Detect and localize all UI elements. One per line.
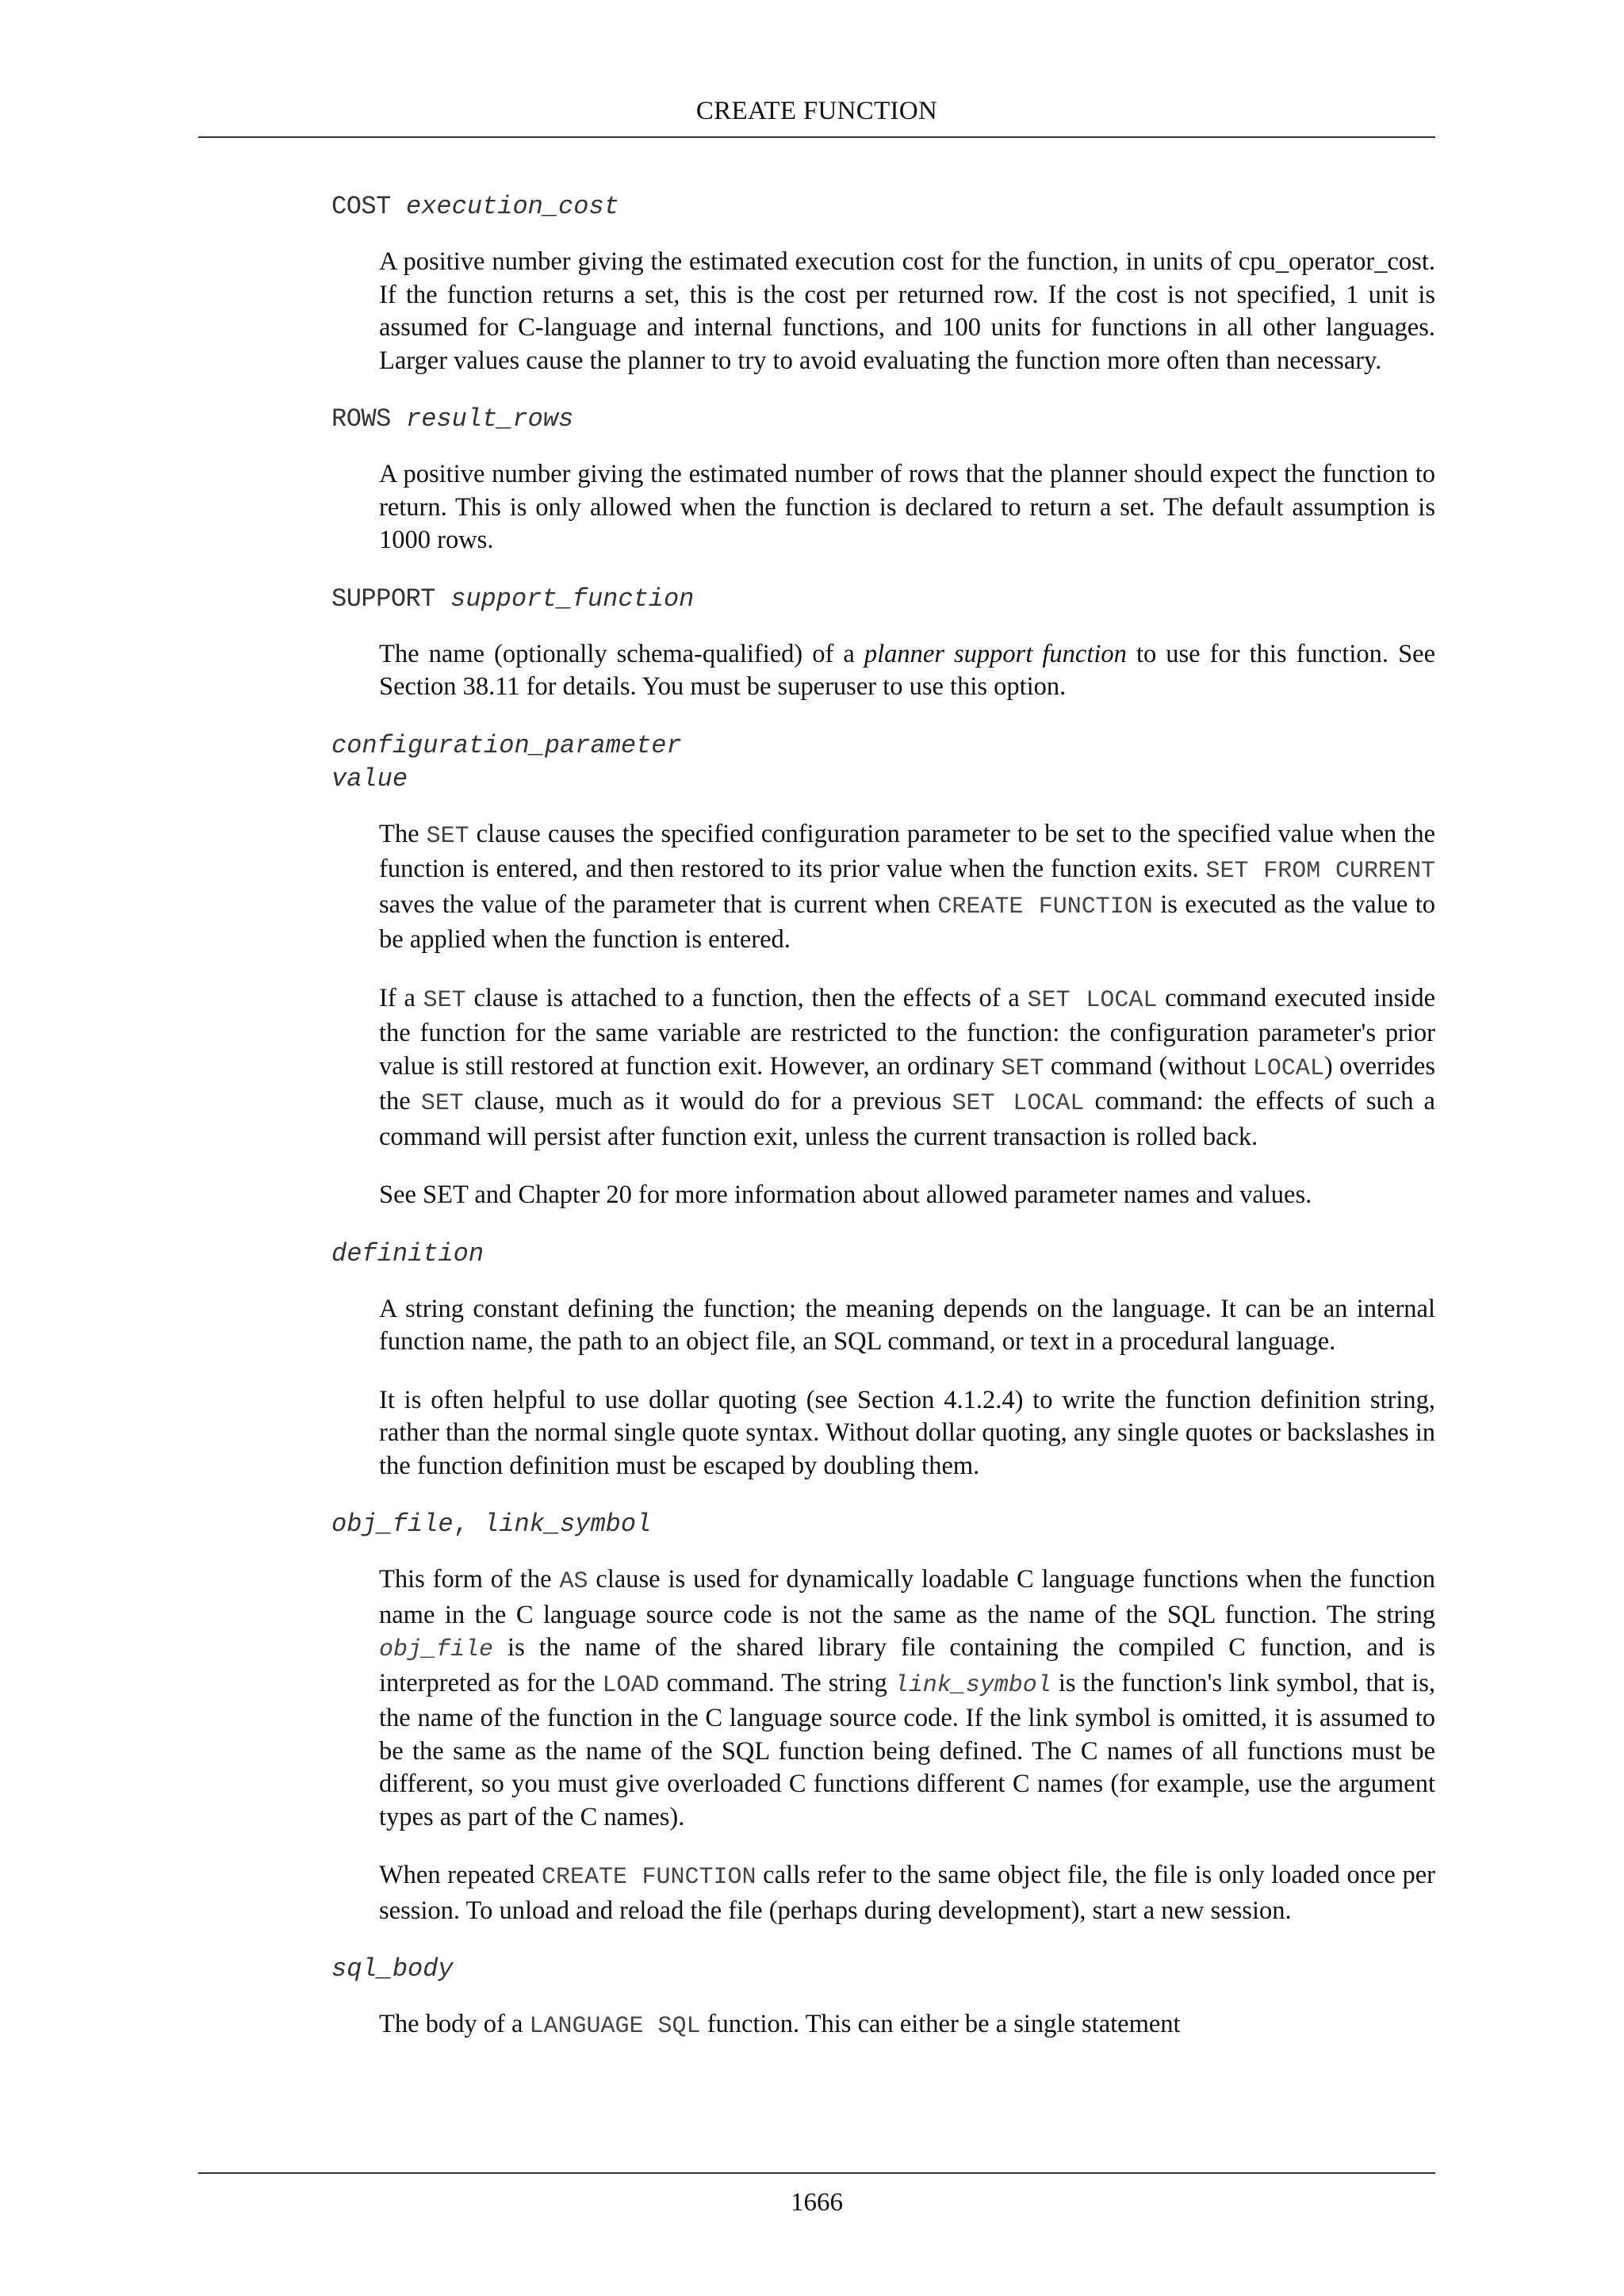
running-footer	[198, 2172, 1435, 2218]
definition-cost: A positive number giving the estimated execution cost for the function, in units of cpu_operator_cost. If the function returns a set, this is the cost per returned row. If the cost is not specified, 1 unit is assumed for C-language and internal functions, and 100 units for functions in all other languages. Larger values cause the planner to try to avoid evaluating the function more often than necessary.	[379, 247, 1435, 375]
term-param: execution_cost	[406, 192, 619, 221]
term-param: support_function	[450, 584, 695, 614]
term-param: configuration_parameter	[331, 730, 682, 760]
definition-definition-1: A string constant defining the function; the meaning depends on the language. It can be an internal function name, the path to an object file, an SQL command, or text in a procedural language.	[379, 1294, 1435, 1356]
term-definition	[331, 1238, 1435, 1271]
definition-objfile-1: This form of the AS clause is used for dynamically loadable C language functions when the function name in the C language source code is not the same as the name of the SQL function. The string obj_file is the name of the shared library file containing the compiled C function, and is interpreted as for the LOAD command. The string link_symbol is the function's link symbol, that is, the name of the function in the C language source code. If the link symbol is omitted, it is assumed to be the same as the name of the SQL function being defined. The C names of all functions must be different, so you must give overloaded C functions different C names (for example, use the argument types as part of the C names).	[379, 1565, 1436, 1831]
term-keyword: COST	[331, 192, 391, 221]
term-objfile: obj_file, link_symbol	[331, 1510, 652, 1539]
definition-config-3: See SET and Chapter 20 for more information about allowed parameter names and values.	[379, 1181, 1312, 1209]
term-keyword: SUPPORT	[331, 584, 435, 614]
term-param: result_rows	[406, 404, 574, 434]
definition-config-1: The SET clause causes the specified configuration parameter to be set to the specified value when the function is entered, and then restored to its prior value when the function exits. SET FROM CURRENT saves the value of the parameter that is current when CREATE FUNCTION is executed as the value to be applied when the function is entered.	[379, 819, 1436, 954]
term-config	[331, 729, 1435, 796]
document-body	[331, 190, 1435, 2069]
term-sqlbody	[331, 1953, 1435, 1986]
term-param: sql_body	[331, 1954, 454, 1984]
running-header	[198, 95, 1435, 138]
definition-support: The name (optionally schema-qualified) of a planner support function to use for this function. See Section 38.11 for details. You must be superuser to use this option.	[379, 639, 1435, 701]
term-cost	[331, 190, 1435, 224]
page-number: 1666	[791, 2188, 843, 2217]
definition-sqlbody: The body of a LANGUAGE SQL function. This can either be a single statement	[379, 2010, 1181, 2040]
term-keyword: ROWS	[331, 404, 391, 434]
definition-rows: A positive number giving the estimated number of rows that the planner should expect the function to return. This is only allowed when the function is declared to return a set. The default assumption is 1000 rows.	[379, 460, 1435, 554]
term-support	[331, 583, 1435, 616]
definition-config-2: If a SET clause is attached to a function, then the effects of a SET LOCAL command executed inside the function for the same variable are restricted to the function: the configuration parameter's prior value is still restored at function exit. However, an ordinary SET command (without LOCAL) overrides the SET clause, much as it would do for a previous SET LOCAL command: the effects of such a command will persist after function exit, unless the current transaction is rolled back.	[379, 983, 1435, 1151]
definition-definition-2: It is often helpful to use dollar quoting (see Section 4.1.2.4) to write the function definition string, rather than the normal single quote syntax. Without dollar quoting, any single quotes or backslashes in the function definition must be escaped by doubling them.	[379, 1385, 1435, 1480]
term-param: link_symbol	[484, 1510, 652, 1539]
term-rows	[331, 403, 1435, 436]
term-param: definition	[331, 1238, 485, 1269]
header-title: CREATE FUNCTION	[695, 97, 938, 125]
term-param: value	[331, 763, 408, 794]
term-param: obj_file	[331, 1510, 454, 1539]
definition-objfile-2: When repeated CREATE FUNCTION calls refer to the same object file, the file is only loaded once per session. To unload and reload the file (perhaps during development), start a new session.	[379, 1861, 1436, 1925]
